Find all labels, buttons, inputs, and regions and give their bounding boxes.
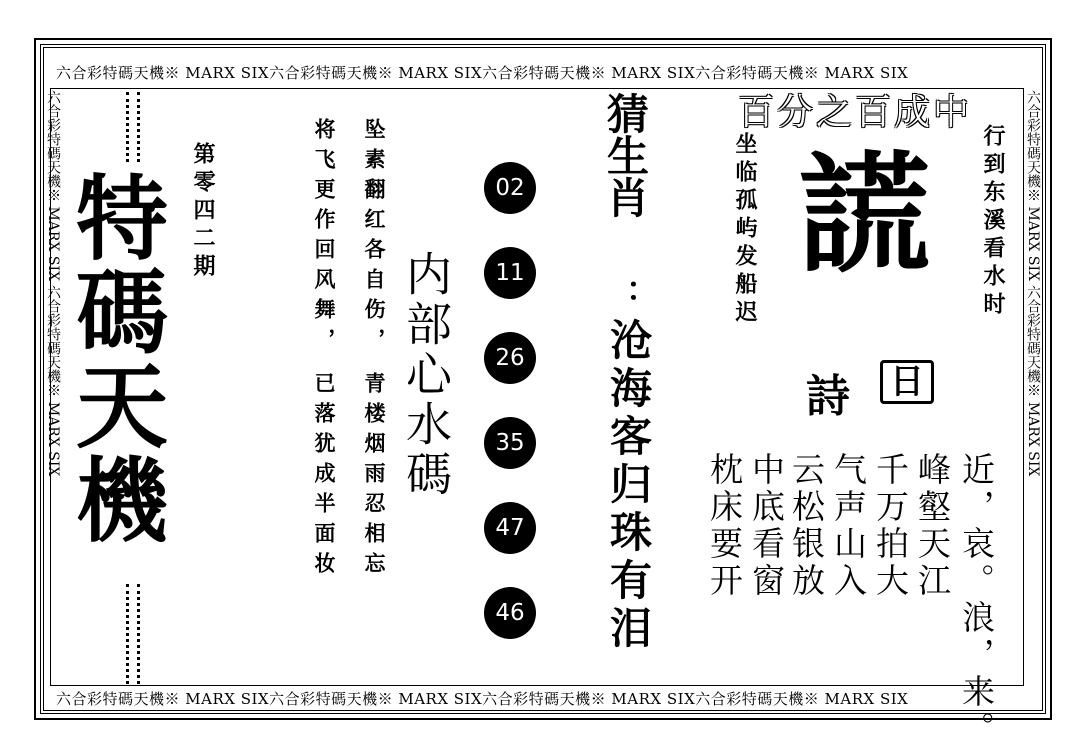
left-border-band: 六合彩特碼天機※ MARX SIX 六合彩特碼天機※ MARX SIX <box>45 90 61 477</box>
riddle-big-character: 謊 <box>800 138 931 291</box>
poem-seal-right: 日 <box>880 360 934 404</box>
number-list <box>484 162 536 672</box>
chain-ornament-bottom <box>126 584 140 684</box>
poem-seal-left: 詩 <box>806 371 850 422</box>
quatrain-line-2: 青楼烟雨忍相忘 <box>362 372 387 582</box>
poem-column-6: 中底看窗 <box>747 452 786 600</box>
quatrain-line-1: 坠素翻红各自伤， <box>362 118 387 358</box>
poem-column-1: 近，哀。浪，来。 <box>957 452 996 748</box>
chain-ornament-top <box>126 92 140 162</box>
number-ball: 35 <box>484 417 536 469</box>
riddle-clue-b: 行到东溪看水时 <box>980 124 1006 320</box>
number-ball: 02 <box>484 162 536 214</box>
poem-column-2: 峰壑天江 <box>913 452 952 600</box>
inner-tip-title: 内部心水碼 <box>399 250 453 500</box>
number-ball: 46 <box>484 587 536 639</box>
guess-zodiac-label: 猜生肖 <box>601 92 650 218</box>
guess-zodiac-answer: 沧海客归珠有泪 <box>604 318 653 654</box>
poem-column-4: 气声山入 <box>829 452 868 600</box>
period-label: 第零四二期 <box>190 142 216 282</box>
main-title: 特碼天機 <box>61 170 169 546</box>
bottom-border-band: 六合彩特碼天機※ MARX SIX六合彩特碼天機※ MARX SIX六合彩特碼天機※ MARX SIX六合彩特碼天機※ MARX SIX <box>56 690 909 708</box>
poem-column-7: 枕床要开 <box>705 452 744 600</box>
number-ball: 26 <box>484 332 536 384</box>
right-border-band: 六合彩特碼天機※ MARX SIX 六合彩特碼天機※ MARX SIX <box>1025 90 1041 477</box>
quatrain-line-4: 已落犹成半面妆 <box>312 372 337 582</box>
number-ball: 47 <box>484 502 536 554</box>
guess-zodiac-colon: ： <box>626 270 659 308</box>
top-border-band: 六合彩特碼天機※ MARX SIX六合彩特碼天機※ MARX SIX六合彩特碼天機※ MARX SIX六合彩特碼天機※ MARX SIX <box>56 64 909 82</box>
accuracy-banner: 百分之百成中 <box>738 92 973 133</box>
poem-column-3: 千万拍大 <box>871 452 910 600</box>
riddle-clue-a: 坐临孤屿发船迟 <box>732 132 758 328</box>
number-ball: 11 <box>484 247 536 299</box>
poem-column-5: 云松银放 <box>787 452 826 600</box>
quatrain-line-3: 将飞更作回风舞， <box>312 118 337 358</box>
